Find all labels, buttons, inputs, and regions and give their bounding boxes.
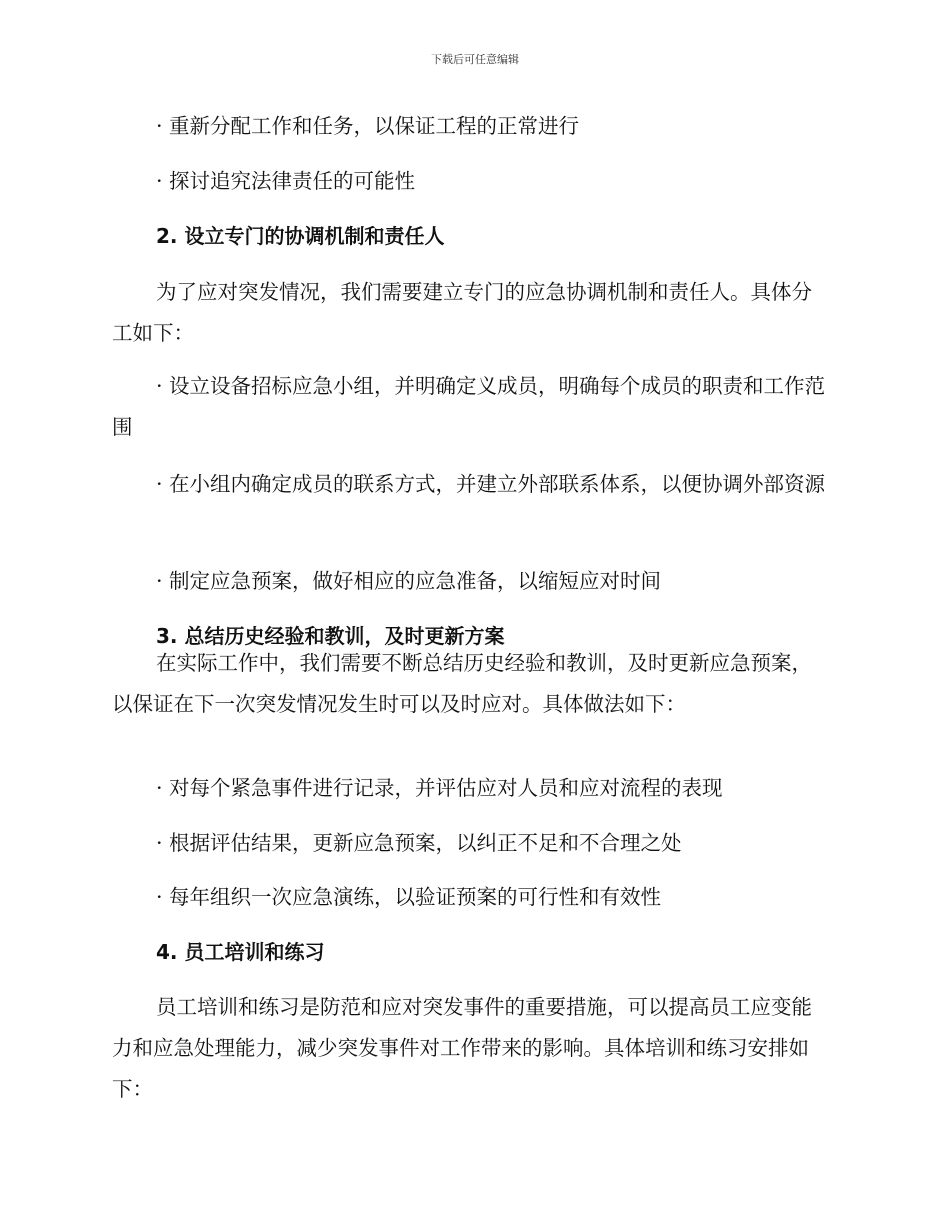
bullet-item: · 在小组内确定成员的联系方式，并建立外部联系体系，以便协调外部资源 xyxy=(156,472,826,496)
bullet-item: · 对每个紧急事件进行记录，并评估应对人员和应对流程的表现 xyxy=(156,776,723,800)
paragraph: 员工培训和练习是防范和应对突发事件的重要措施，可以提高员工应变能力和应急处理能力，减少突发事件对工作带来的影响。具体培训和练习安排如下： xyxy=(112,995,812,1101)
bullet-item: · 根据评估结果，更新应急预案，以纠正不足和不合理之处 xyxy=(156,831,682,855)
paragraph: 在实际工作中，我们需要不断总结历史经验和教训，及时更新应急预案，以保证在下一次突发情况发生时可以及时应对。具体做法如下： xyxy=(112,651,812,716)
bullet-item: · 每年组织一次应急演练，以验证预案的可行性和有效性 xyxy=(156,885,662,909)
bullet-item: · 设立设备招标应急小组，并明确定义成员，明确每个成员的职责和工作范围 xyxy=(112,374,826,439)
page-header: 下载后可任意编辑 xyxy=(431,53,519,66)
section-heading: 4. 员工培训和练习 xyxy=(156,940,325,964)
bullet-item: · 重新分配工作和任务，以保证工程的正常进行 xyxy=(156,114,580,138)
section-heading: 3. 总结历史经验和教训，及时更新方案 xyxy=(156,624,505,648)
paragraph: 为了应对突发情况，我们需要建立专门的应急协调机制和责任人。具体分工如下： xyxy=(112,280,812,345)
section-heading: 2. 设立专门的协调机制和责任人 xyxy=(156,224,445,248)
bullet-item: · 制定应急预案，做好相应的应急准备，以缩短应对时间 xyxy=(156,569,662,593)
bullet-item: · 探讨追究法律责任的可能性 xyxy=(156,169,416,193)
